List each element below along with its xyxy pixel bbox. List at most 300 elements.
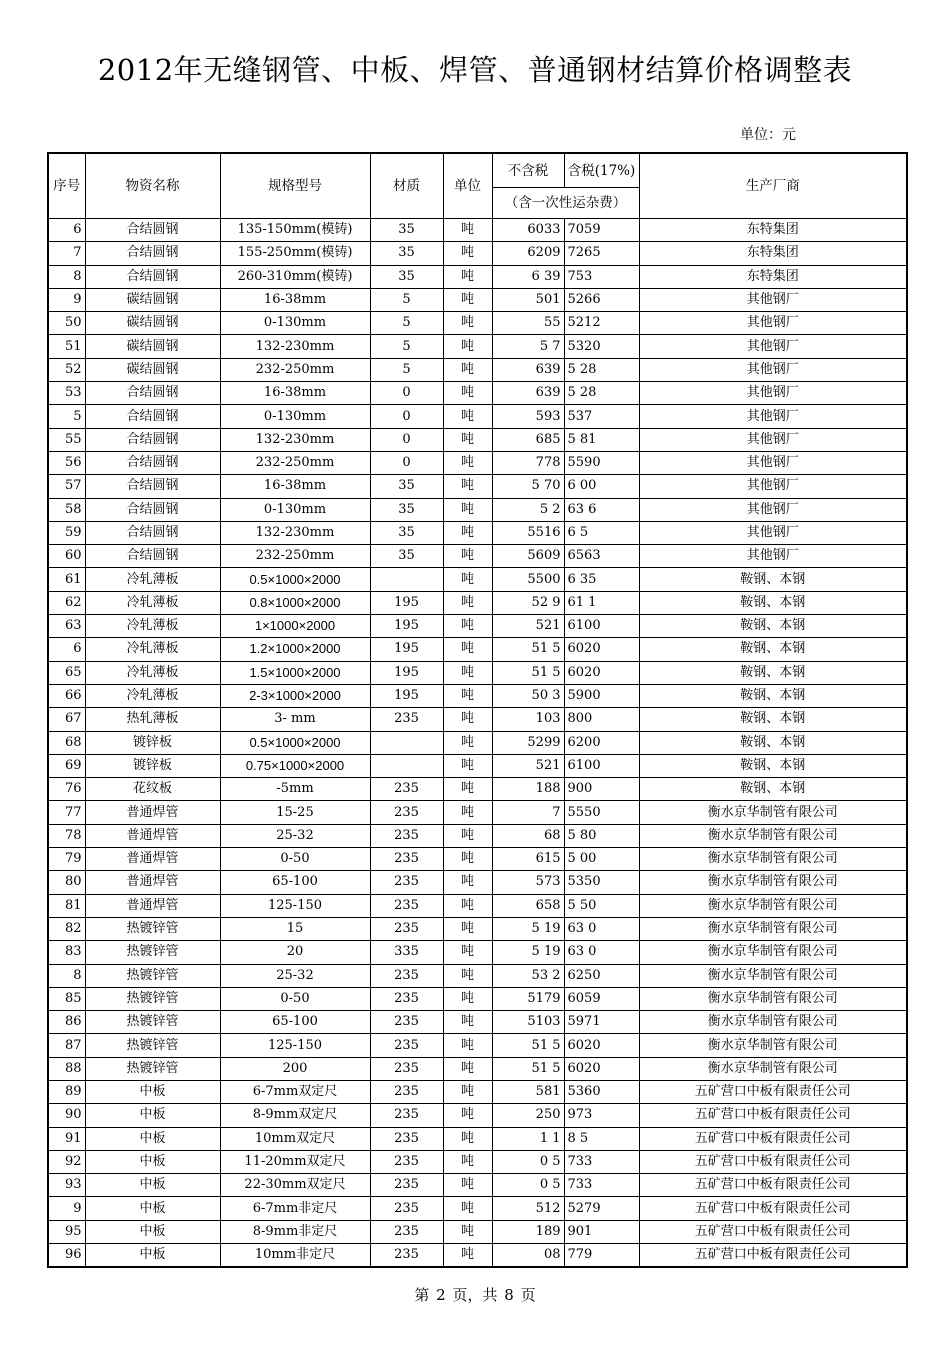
cell-price-ex-tax: 6 39 [492, 265, 564, 288]
cell-name: 冷轧薄板 [85, 591, 220, 614]
cell-price-ex-tax: 0 5 [492, 1174, 564, 1197]
table-row [48, 1057, 907, 1080]
cell-seq: 87 [48, 1034, 85, 1057]
cell-spec: 0.75×1000×2000 [220, 754, 370, 777]
cell-maker: 衡水京华制管有限公司 [639, 917, 907, 940]
cell-seq: 67 [48, 708, 85, 731]
cell-price-inc-tax: 800 [564, 708, 639, 731]
cell-seq: 85 [48, 987, 85, 1010]
cell-unit: 吨 [443, 475, 492, 498]
cell-price-inc-tax: 6 35 [564, 568, 639, 591]
cell-material: 35 [370, 521, 443, 544]
cell-unit: 吨 [443, 1174, 492, 1197]
cell-spec: 125-150 [220, 894, 370, 917]
table-row [48, 1220, 907, 1243]
cell-spec: 16-38mm [220, 288, 370, 311]
cell-spec: 0-130mm [220, 312, 370, 335]
cell-name: 合结圆钢 [85, 265, 220, 288]
cell-seq: 62 [48, 591, 85, 614]
table-row [48, 615, 907, 638]
cell-price-inc-tax: 7059 [564, 219, 639, 242]
cell-unit: 吨 [443, 545, 492, 568]
cell-material: 235 [370, 708, 443, 731]
cell-price-inc-tax: 5350 [564, 871, 639, 894]
cell-spec: 15 [220, 917, 370, 940]
cell-price-ex-tax: 51 5 [492, 661, 564, 684]
cell-seq: 52 [48, 358, 85, 381]
cell-name: 热镀锌管 [85, 1011, 220, 1034]
cell-material: 35 [370, 545, 443, 568]
cell-material: 5 [370, 288, 443, 311]
cell-unit: 吨 [443, 754, 492, 777]
cell-spec: 11-20mm双定尺 [220, 1150, 370, 1173]
table-row [48, 312, 907, 335]
cell-maker: 东特集团 [639, 219, 907, 242]
cell-spec: 6-7mm双定尺 [220, 1080, 370, 1103]
table-row [48, 1150, 907, 1173]
table-row [48, 778, 907, 801]
cell-name: 合结圆钢 [85, 428, 220, 451]
cell-price-inc-tax: 5900 [564, 684, 639, 707]
table-row [48, 451, 907, 474]
cell-maker: 其他钢厂 [639, 475, 907, 498]
cell-maker: 其他钢厂 [639, 335, 907, 358]
cell-seq: 5 [48, 405, 85, 428]
cell-name: 碳结圆钢 [85, 358, 220, 381]
cell-price-ex-tax: 5609 [492, 545, 564, 568]
cell-price-ex-tax: 5516 [492, 521, 564, 544]
cell-unit: 吨 [443, 428, 492, 451]
cell-price-inc-tax: 6059 [564, 987, 639, 1010]
cell-name: 合结圆钢 [85, 498, 220, 521]
cell-price-inc-tax: 6 5 [564, 521, 639, 544]
cell-spec: 135-150mm(模铸) [220, 219, 370, 242]
cell-price-ex-tax: 5 19 [492, 917, 564, 940]
cell-spec: 20 [220, 941, 370, 964]
cell-spec: -5mm [220, 778, 370, 801]
cell-price-inc-tax: 753 [564, 265, 639, 288]
cell-maker: 鞍钢、本钢 [639, 615, 907, 638]
cell-spec: 1.2×1000×2000 [220, 638, 370, 661]
cell-material: 195 [370, 591, 443, 614]
cell-seq: 51 [48, 335, 85, 358]
table-row [48, 1034, 907, 1057]
cell-maker: 五矿营口中板有限责任公司 [639, 1174, 907, 1197]
cell-price-ex-tax: 5 7 [492, 335, 564, 358]
cell-maker: 衡水京华制管有限公司 [639, 801, 907, 824]
cell-maker: 五矿营口中板有限责任公司 [639, 1104, 907, 1127]
cell-spec: 260-310mm(模铸) [220, 265, 370, 288]
cell-unit: 吨 [443, 335, 492, 358]
cell-name: 冷轧薄板 [85, 638, 220, 661]
cell-seq: 83 [48, 941, 85, 964]
cell-price-inc-tax: 5279 [564, 1197, 639, 1220]
cell-material: 235 [370, 824, 443, 847]
cell-name: 冷轧薄板 [85, 568, 220, 591]
cell-maker: 其他钢厂 [639, 405, 907, 428]
cell-seq: 91 [48, 1127, 85, 1150]
page-footer [0, 1284, 950, 1305]
cell-price-ex-tax: 250 [492, 1104, 564, 1127]
cell-name: 合结圆钢 [85, 219, 220, 242]
cell-spec: 2-3×1000×2000 [220, 684, 370, 707]
cell-seq: 63 [48, 615, 85, 638]
cell-material: 235 [370, 964, 443, 987]
cell-seq: 9 [48, 288, 85, 311]
cell-price-inc-tax: 5 80 [564, 824, 639, 847]
cell-unit: 吨 [443, 288, 492, 311]
cell-name: 热镀锌管 [85, 964, 220, 987]
cell-maker: 衡水京华制管有限公司 [639, 1034, 907, 1057]
cell-material: 35 [370, 242, 443, 265]
header-seq: 序号 [48, 153, 85, 219]
cell-material: 235 [370, 1220, 443, 1243]
table-row [48, 754, 907, 777]
cell-unit: 吨 [443, 1011, 492, 1034]
cell-maker: 衡水京华制管有限公司 [639, 941, 907, 964]
cell-unit: 吨 [443, 1057, 492, 1080]
cell-price-inc-tax: 6020 [564, 661, 639, 684]
header-name: 物资名称 [85, 153, 220, 219]
cell-material: 35 [370, 475, 443, 498]
cell-material: 235 [370, 848, 443, 871]
table-row [48, 358, 907, 381]
cell-name: 碳结圆钢 [85, 288, 220, 311]
cell-spec: 8-9mm非定尺 [220, 1220, 370, 1243]
cell-price-ex-tax: 189 [492, 1220, 564, 1243]
cell-price-inc-tax: 6563 [564, 545, 639, 568]
cell-maker: 其他钢厂 [639, 382, 907, 405]
cell-maker: 鞍钢、本钢 [639, 754, 907, 777]
cell-spec: 125-150 [220, 1034, 370, 1057]
cell-maker: 鞍钢、本钢 [639, 661, 907, 684]
table-row [48, 335, 907, 358]
cell-seq: 78 [48, 824, 85, 847]
cell-unit: 吨 [443, 1220, 492, 1243]
table-row [48, 288, 907, 311]
cell-unit: 吨 [443, 684, 492, 707]
table-row [48, 871, 907, 894]
cell-seq: 50 [48, 312, 85, 335]
cell-maker: 五矿营口中板有限责任公司 [639, 1127, 907, 1150]
cell-spec: 1×1000×2000 [220, 615, 370, 638]
cell-price-ex-tax: 188 [492, 778, 564, 801]
cell-material: 35 [370, 219, 443, 242]
table-row [48, 848, 907, 871]
footer-page-number: 2 [436, 1286, 446, 1304]
cell-price-inc-tax: 5550 [564, 801, 639, 824]
cell-name: 热镀锌管 [85, 917, 220, 940]
cell-price-ex-tax: 685 [492, 428, 564, 451]
cell-unit: 吨 [443, 242, 492, 265]
cell-unit: 吨 [443, 312, 492, 335]
cell-unit: 吨 [443, 358, 492, 381]
cell-price-ex-tax: 50 3 [492, 684, 564, 707]
cell-price-ex-tax: 103 [492, 708, 564, 731]
cell-unit: 吨 [443, 451, 492, 474]
cell-name: 热镀锌管 [85, 1057, 220, 1080]
cell-price-ex-tax: 51 5 [492, 1034, 564, 1057]
cell-name: 合结圆钢 [85, 451, 220, 474]
cell-maker: 五矿营口中板有限责任公司 [639, 1150, 907, 1173]
cell-name: 普通焊管 [85, 894, 220, 917]
cell-maker: 东特集团 [639, 242, 907, 265]
cell-maker: 其他钢厂 [639, 358, 907, 381]
cell-seq: 92 [48, 1150, 85, 1173]
cell-seq: 88 [48, 1057, 85, 1080]
cell-seq: 7 [48, 242, 85, 265]
cell-price-inc-tax: 5971 [564, 1011, 639, 1034]
cell-material [370, 731, 443, 754]
cell-name: 合结圆钢 [85, 405, 220, 428]
cell-seq: 8 [48, 964, 85, 987]
cell-spec: 0.8×1000×2000 [220, 591, 370, 614]
cell-material: 235 [370, 987, 443, 1010]
price-table [47, 152, 908, 1268]
table-row [48, 475, 907, 498]
cell-spec: 15-25 [220, 801, 370, 824]
cell-material: 5 [370, 358, 443, 381]
cell-material: 0 [370, 451, 443, 474]
cell-spec: 3- mm [220, 708, 370, 731]
cell-price-inc-tax: 779 [564, 1244, 639, 1268]
cell-unit: 吨 [443, 1080, 492, 1103]
table-row [48, 568, 907, 591]
cell-unit: 吨 [443, 615, 492, 638]
cell-unit: 吨 [443, 708, 492, 731]
cell-maker: 衡水京华制管有限公司 [639, 1011, 907, 1034]
cell-spec: 65-100 [220, 1011, 370, 1034]
cell-price-ex-tax: 5 70 [492, 475, 564, 498]
cell-material: 5 [370, 335, 443, 358]
cell-material: 195 [370, 684, 443, 707]
cell-maker: 鞍钢、本钢 [639, 568, 907, 591]
cell-maker: 鞍钢、本钢 [639, 778, 907, 801]
cell-seq: 58 [48, 498, 85, 521]
table-row [48, 1127, 907, 1150]
cell-spec: 132-230mm [220, 521, 370, 544]
cell-price-ex-tax: 5179 [492, 987, 564, 1010]
cell-spec: 132-230mm [220, 335, 370, 358]
cell-spec: 155-250mm(模铸) [220, 242, 370, 265]
cell-seq: 82 [48, 917, 85, 940]
header-maker: 生产厂商 [639, 153, 907, 219]
cell-price-ex-tax: 581 [492, 1080, 564, 1103]
cell-unit: 吨 [443, 824, 492, 847]
cell-material: 195 [370, 615, 443, 638]
cell-name: 镀锌板 [85, 731, 220, 754]
cell-material: 235 [370, 1244, 443, 1268]
cell-seq: 56 [48, 451, 85, 474]
cell-price-inc-tax: 5 50 [564, 894, 639, 917]
cell-material: 335 [370, 941, 443, 964]
cell-price-ex-tax: 521 [492, 754, 564, 777]
cell-seq: 57 [48, 475, 85, 498]
cell-unit: 吨 [443, 871, 492, 894]
cell-unit: 吨 [443, 894, 492, 917]
cell-spec: 6-7mm非定尺 [220, 1197, 370, 1220]
cell-maker: 其他钢厂 [639, 451, 907, 474]
table-row [48, 964, 907, 987]
cell-spec: 16-38mm [220, 382, 370, 405]
cell-price-ex-tax: 5500 [492, 568, 564, 591]
cell-material: 235 [370, 1057, 443, 1080]
cell-price-ex-tax: 51 5 [492, 1057, 564, 1080]
cell-price-inc-tax: 7265 [564, 242, 639, 265]
cell-unit: 吨 [443, 405, 492, 428]
cell-seq: 65 [48, 661, 85, 684]
cell-price-inc-tax: 63 6 [564, 498, 639, 521]
cell-material: 0 [370, 382, 443, 405]
cell-material: 195 [370, 638, 443, 661]
cell-name: 热镀锌管 [85, 987, 220, 1010]
table-row [48, 708, 907, 731]
cell-spec: 25-32 [220, 964, 370, 987]
cell-unit: 吨 [443, 731, 492, 754]
cell-unit: 吨 [443, 848, 492, 871]
cell-maker: 其他钢厂 [639, 312, 907, 335]
cell-name: 热轧薄板 [85, 708, 220, 731]
cell-name: 普通焊管 [85, 848, 220, 871]
cell-maker: 其他钢厂 [639, 521, 907, 544]
cell-price-ex-tax: 521 [492, 615, 564, 638]
cell-unit: 吨 [443, 661, 492, 684]
table-row [48, 638, 907, 661]
cell-seq: 79 [48, 848, 85, 871]
cell-price-inc-tax: 5320 [564, 335, 639, 358]
cell-maker: 五矿营口中板有限责任公司 [639, 1244, 907, 1268]
cell-material: 235 [370, 871, 443, 894]
cell-price-inc-tax: 733 [564, 1174, 639, 1197]
cell-unit: 吨 [443, 265, 492, 288]
cell-unit: 吨 [443, 568, 492, 591]
header-price-inc-tax: 含税(17%) [564, 153, 639, 188]
cell-name: 花纹板 [85, 778, 220, 801]
cell-seq: 69 [48, 754, 85, 777]
cell-unit: 吨 [443, 638, 492, 661]
cell-spec: 232-250mm [220, 545, 370, 568]
header-freight-note: （含一次性运杂费） [492, 188, 639, 219]
cell-maker: 其他钢厂 [639, 498, 907, 521]
cell-name: 合结圆钢 [85, 382, 220, 405]
table-row [48, 219, 907, 242]
cell-seq: 8 [48, 265, 85, 288]
cell-unit: 吨 [443, 1127, 492, 1150]
cell-price-ex-tax: 5103 [492, 1011, 564, 1034]
cell-price-inc-tax: 537 [564, 405, 639, 428]
cell-price-inc-tax: 5360 [564, 1080, 639, 1103]
table-body [48, 219, 907, 1268]
cell-price-ex-tax: 51 5 [492, 638, 564, 661]
header-material: 材质 [370, 153, 443, 219]
cell-price-ex-tax: 1 1 [492, 1127, 564, 1150]
cell-material: 0 [370, 405, 443, 428]
cell-price-inc-tax: 6020 [564, 638, 639, 661]
table-row [48, 1197, 907, 1220]
cell-spec: 200 [220, 1057, 370, 1080]
cell-price-inc-tax: 5266 [564, 288, 639, 311]
cell-price-ex-tax: 08 [492, 1244, 564, 1268]
cell-name: 碳结圆钢 [85, 335, 220, 358]
cell-material: 235 [370, 1034, 443, 1057]
footer-prefix: 第 [414, 1286, 430, 1304]
table-row [48, 917, 907, 940]
cell-price-inc-tax: 733 [564, 1150, 639, 1173]
cell-material: 235 [370, 894, 443, 917]
cell-material: 235 [370, 1104, 443, 1127]
cell-seq: 80 [48, 871, 85, 894]
cell-name: 冷轧薄板 [85, 615, 220, 638]
cell-price-ex-tax: 6209 [492, 242, 564, 265]
table-row [48, 1080, 907, 1103]
cell-material [370, 568, 443, 591]
cell-price-inc-tax: 973 [564, 1104, 639, 1127]
table-row [48, 545, 907, 568]
cell-unit: 吨 [443, 591, 492, 614]
cell-price-ex-tax: 639 [492, 382, 564, 405]
cell-name: 中板 [85, 1244, 220, 1268]
cell-price-inc-tax: 6020 [564, 1034, 639, 1057]
cell-spec: 8-9mm双定尺 [220, 1104, 370, 1127]
cell-seq: 59 [48, 521, 85, 544]
cell-price-ex-tax: 593 [492, 405, 564, 428]
cell-spec: 10mm非定尺 [220, 1244, 370, 1268]
cell-seq: 76 [48, 778, 85, 801]
cell-spec: 0-50 [220, 987, 370, 1010]
cell-spec: 132-230mm [220, 428, 370, 451]
cell-price-inc-tax: 5 81 [564, 428, 639, 451]
cell-price-inc-tax: 63 0 [564, 941, 639, 964]
table-row [48, 405, 907, 428]
cell-price-ex-tax: 5299 [492, 731, 564, 754]
cell-material: 35 [370, 498, 443, 521]
cell-seq: 68 [48, 731, 85, 754]
cell-spec: 65-100 [220, 871, 370, 894]
cell-unit: 吨 [443, 1034, 492, 1057]
cell-price-ex-tax: 53 2 [492, 964, 564, 987]
footer-total-pages: 8 [504, 1286, 514, 1304]
table-row [48, 1011, 907, 1034]
cell-name: 碳结圆钢 [85, 312, 220, 335]
cell-maker: 东特集团 [639, 265, 907, 288]
cell-name: 合结圆钢 [85, 242, 220, 265]
cell-seq: 86 [48, 1011, 85, 1034]
cell-name: 普通焊管 [85, 801, 220, 824]
cell-material: 235 [370, 1127, 443, 1150]
cell-maker: 衡水京华制管有限公司 [639, 1057, 907, 1080]
cell-name: 中板 [85, 1150, 220, 1173]
table-row [48, 987, 907, 1010]
cell-material [370, 754, 443, 777]
cell-price-inc-tax: 8 5 [564, 1127, 639, 1150]
cell-spec: 232-250mm [220, 451, 370, 474]
cell-material: 0 [370, 428, 443, 451]
cell-maker: 其他钢厂 [639, 428, 907, 451]
cell-unit: 吨 [443, 778, 492, 801]
cell-price-inc-tax: 63 0 [564, 917, 639, 940]
cell-price-inc-tax: 6100 [564, 615, 639, 638]
cell-material: 235 [370, 1150, 443, 1173]
cell-price-inc-tax: 6 00 [564, 475, 639, 498]
cell-spec: 16-38mm [220, 475, 370, 498]
cell-price-inc-tax: 5590 [564, 451, 639, 474]
cell-seq: 95 [48, 1220, 85, 1243]
cell-name: 中板 [85, 1220, 220, 1243]
table-row [48, 242, 907, 265]
cell-name: 热镀锌管 [85, 1034, 220, 1057]
cell-price-ex-tax: 52 9 [492, 591, 564, 614]
cell-price-ex-tax: 55 [492, 312, 564, 335]
